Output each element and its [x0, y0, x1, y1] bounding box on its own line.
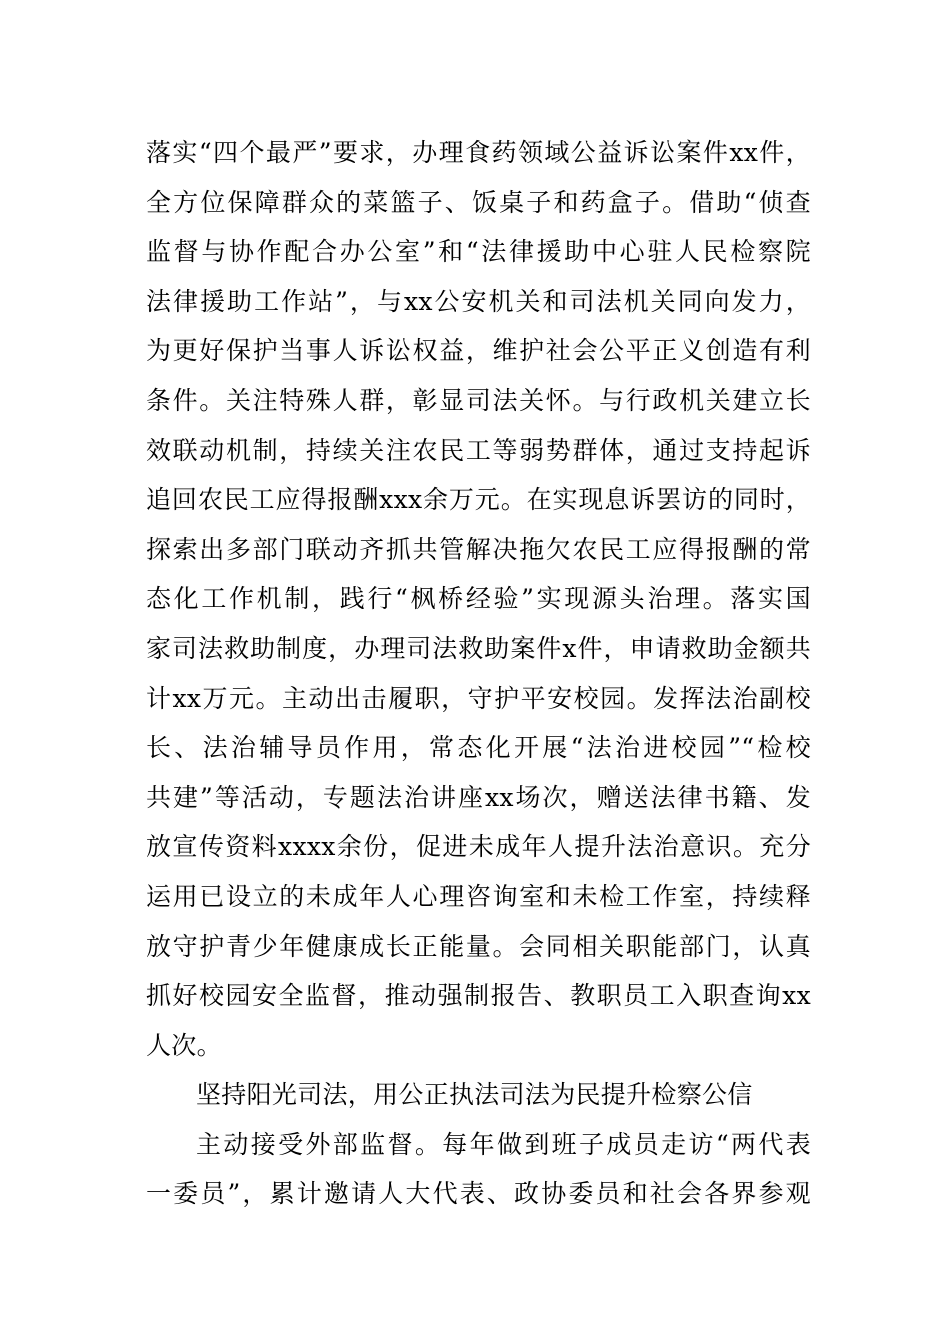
paragraph-line: 长、法治辅导员作用，常态化开展“法治进校园”“检校	[146, 733, 811, 763]
paragraph-line: 落实“四个最严”要求，办理食药领域公益诉讼案件xx件，	[146, 138, 811, 167]
paragraph-line: 放宣传资料xxxx余份，促进未成年人提升法治意识。充分	[146, 832, 811, 862]
paragraph-line: 法律援助工作站”，与xx公安机关和司法机关同向发力，	[146, 286, 811, 316]
paragraph-line: 计xx万元。主动出击履职，守护平安校园。发挥法治副校	[146, 683, 811, 713]
paragraph-line: 全方位保障群众的菜篮子、饭桌子和药盒子。借助“侦查	[146, 187, 811, 217]
paragraph-line: 抓好校园安全监督，推动强制报告、教职员工入职查询xx	[146, 981, 811, 1011]
paragraph-line: 放守护青少年健康成长正能量。会同相关职能部门，认真	[146, 931, 811, 961]
paragraph-line: 条件。关注特殊人群，彰显司法关怀。与行政机关建立长	[146, 385, 811, 415]
paragraph-line: 人次。	[146, 1030, 222, 1060]
paragraph-line: 共建”等活动，专题法治讲座xx场次，赠送法律书籍、发	[146, 782, 811, 812]
paragraph-line: 效联动机制，持续关注农民工等弱势群体，通过支持起诉	[146, 435, 811, 465]
paragraph-line: 探索出多部门联动齐抓共管解决拖欠农民工应得报酬的常	[146, 534, 811, 564]
body-text	[146, 128, 811, 1219]
paragraph-line: 主动接受外部监督。每年做到班子成员走访“两代表	[196, 1129, 811, 1159]
paragraph-line: 追回农民工应得报酬xxx余万元。在实现息诉罢访的同时，	[146, 485, 811, 515]
paragraph-line: 态化工作机制，践行“枫桥经验”实现源头治理。落实国	[146, 584, 811, 614]
paragraph-line: 家司法救助制度，办理司法救助案件x件，申请救助金额共	[146, 633, 811, 663]
section-heading: 坚持阳光司法，用公正执法司法为民提升检察公信	[196, 1080, 753, 1110]
paragraph-line: 为更好保护当事人诉讼权益，维护社会公平正义创造有利	[146, 336, 811, 366]
paragraph-line: 监督与协作配合办公室”和“法律援助中心驻人民检察院	[146, 237, 811, 267]
paragraph-line: 运用已设立的未成年人心理咨询室和未检工作室，持续释	[146, 881, 811, 911]
paragraph-line: 一委员”，累计邀请人大代表、政协委员和社会各界参观	[146, 1179, 811, 1209]
